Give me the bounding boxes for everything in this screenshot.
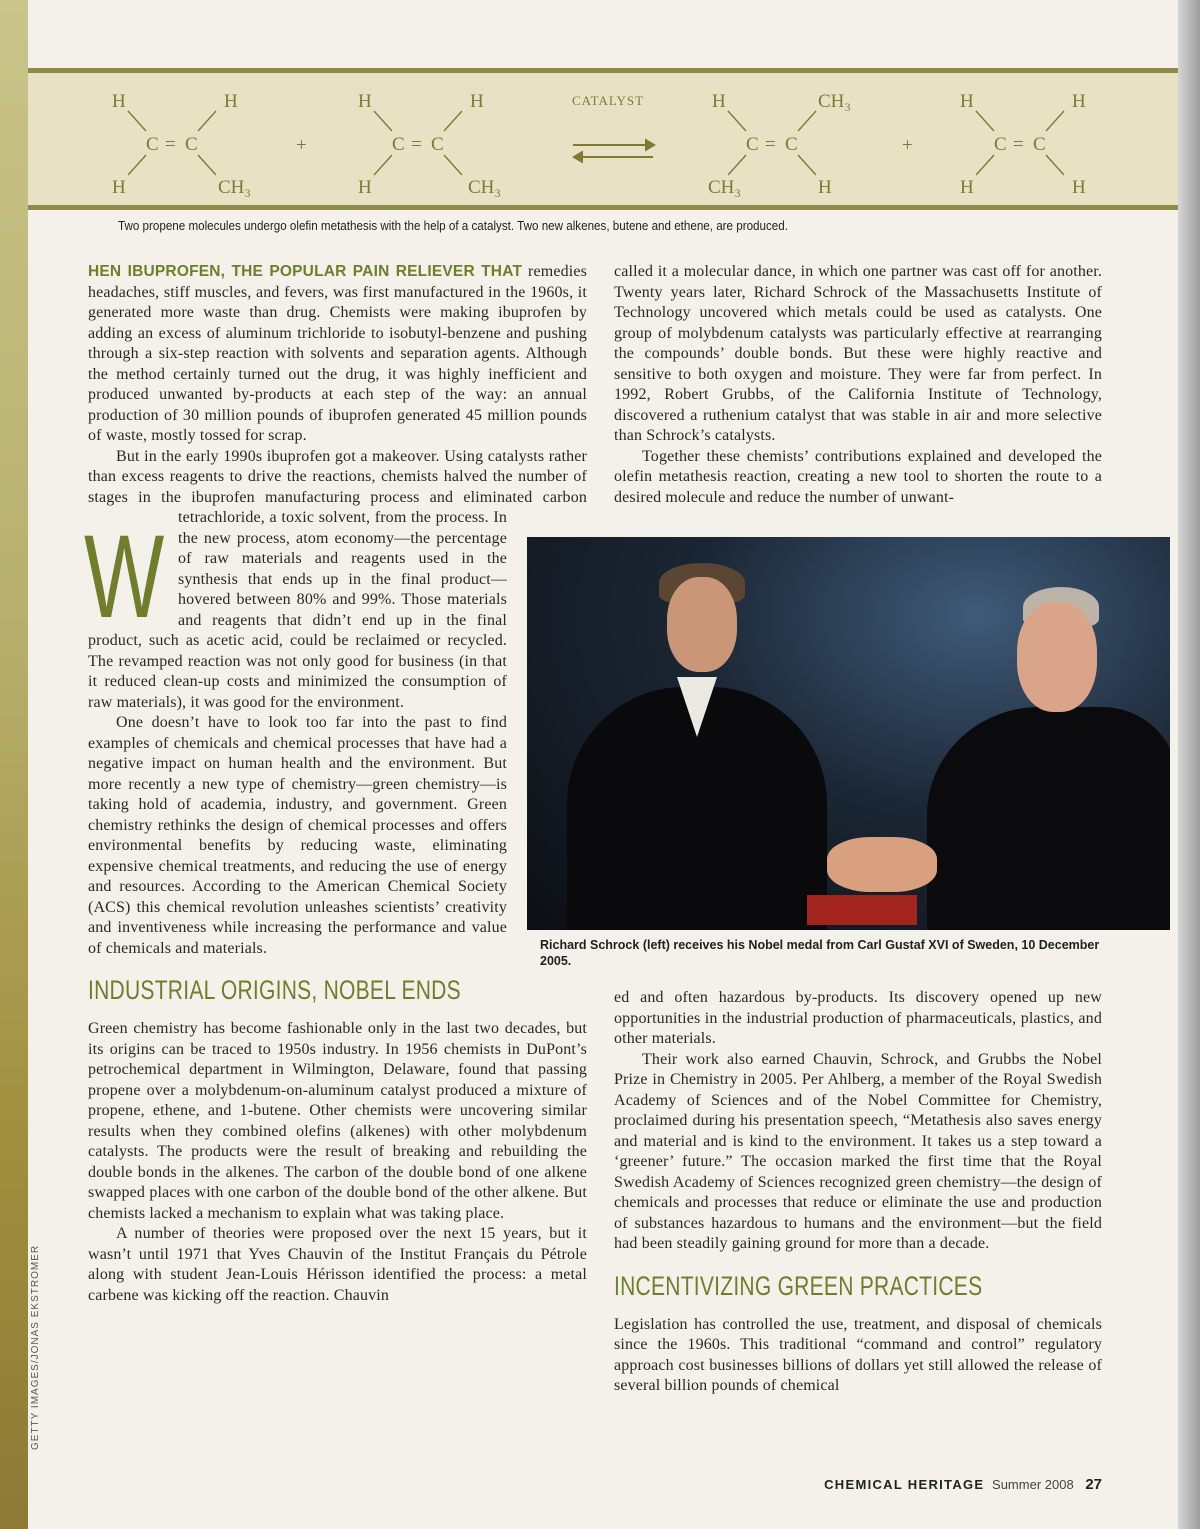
photo-credit: GETTY IMAGES/JONAS EKSTROMER <box>30 1244 41 1450</box>
propene-molecule-2 <box>358 91 501 198</box>
atom-label: C <box>392 134 405 155</box>
diagram-caption: Two propene molecules undergo olefin metathesis with the help of a catalyst. Two new alkenes, butene and ethene, are produced. <box>118 219 788 233</box>
atom-label: H <box>112 91 126 112</box>
plus-sign: + <box>902 135 913 156</box>
magazine-name: CHEMICAL HERITAGE <box>824 1477 985 1492</box>
atom-label: H <box>1072 177 1086 198</box>
paragraph: But in the early 1990s ibuprofen got a makeover. Using catalysts rather than excess reagents to drive the reactions, chemists halved the number of stages in the ibuprofen manufacturing process and eliminated carbon tetrachloride, a toxic solvent, from the process. In the new process, atom economy—the percentage of raw materials and reagents used in the synthesis that ends up in the final product—hovered between 80% and 99%. Those materials and reagents that didn’t end up in the final product, such as acetic acid, could be reclaimed or recycled. The revamped reaction was not only good for business (in that it reduced clean-up costs and minimized the consumption of raw materials), it was good for the environment. <box>88 447 587 711</box>
butene-molecule <box>708 91 851 198</box>
atom-label: CH₃ <box>218 177 252 198</box>
bond-label: = <box>165 134 176 155</box>
atom-label: H <box>224 91 238 112</box>
atom-label: C <box>185 134 198 155</box>
paragraph: ed and often hazardous by-products. Its discovery opened up new opportunities in the industrial production of pharmaceuticals, plastics, and other materials. <box>614 989 1102 1047</box>
nobel-ceremony-photo <box>527 537 1170 930</box>
atom-label: C <box>431 134 444 155</box>
atom-label: H <box>470 91 484 112</box>
paragraph-text: remedies headaches, stiff muscles, and fevers, was first manufactured in the 1960s, it generated more waste than drug. Chemists were making ibuprofen by adding an excess of aluminum trichloride to isobutyl-benzene and pushing through a six-step reaction with solvents and separation agents. Although the method certainly turned out the drug, it was highly inefficient and produced unwanted by-products at each step of the way: an annual production of 30 million pounds of ibuprofen generated 45 million pounds of waste, mostly tossed for scrap. <box>88 263 587 444</box>
atom-label: H <box>112 177 126 198</box>
issue-date: Summer 2008 <box>992 1477 1074 1492</box>
photo-caption: Richard Schrock (left) receives his Nobel medal from Carl Gustaf XVI of Sweden, 10 December 2005. <box>540 938 1100 968</box>
paragraph: Green chemistry has become fashionable only in the last two decades, but its origins can be traced to 1950s industry. In 1956 chemists in DuPont’s petrochemical department in Wilmington, Delaware, found that passing propene over a molybdenum-on-aluminum catalyst produced a mixture of propene, ethene, and 1-butene. Other chemists were uncovering similar results when they combined olefins (alkenes) with other molybdenum catalysts. The products were the result of breaking and rebuilding the double bonds in the alkenes. The carbon of the double bond of one alkene swapped places with one carbon of the double bond of the other alkene. But chemists lacked a mechanism to explain what was taking place. <box>88 1020 587 1222</box>
ethene-molecule <box>960 91 1086 198</box>
drop-cap: W <box>84 511 165 643</box>
atom-label: H <box>358 91 372 112</box>
metathesis-diagram <box>28 68 1178 210</box>
atom-label: C <box>1033 134 1046 155</box>
atom-label: H <box>712 91 726 112</box>
section-heading: INCENTIVIZING GREEN PRACTICES <box>614 1270 983 1301</box>
page-edge-left <box>0 0 28 1529</box>
atom-label: H <box>960 177 974 198</box>
plus-sign: + <box>296 135 307 156</box>
atom-label: CH₃ <box>468 177 502 198</box>
propene-molecule-1 <box>112 91 251 198</box>
atom-label: H <box>1072 91 1086 112</box>
page-number: 27 <box>1085 1476 1102 1493</box>
atom-label: C <box>994 134 1007 155</box>
page-edge-right <box>1178 0 1200 1529</box>
article-column-left <box>84 262 587 1306</box>
bond-label: = <box>765 134 776 155</box>
bond-label: = <box>411 134 422 155</box>
bond-label: = <box>1013 134 1024 155</box>
atom-label: C <box>746 134 759 155</box>
paragraph: Legislation has controlled the use, treatment, and disposal of chemicals since the 1960s. This traditional “command and control” regulatory approach cost businesses billions of dollars yet still allowed the release of several billion pounds of chemical <box>614 1315 1102 1394</box>
atom-label: C <box>146 134 159 155</box>
reaction-scheme <box>28 73 1178 205</box>
paragraph: A number of theories were proposed over the next 15 years, but it wasn’t until 1971 that Yves Chauvin of the Institut Français du Pétrole along with student Jean-Louis Hérisson identified the process: a metal carbene was kicking off the reaction. Chauvin <box>88 1225 587 1304</box>
atom-label: H <box>818 177 832 198</box>
atom-label: H <box>358 177 372 198</box>
lead-in: HEN IBUPROFEN, THE POPULAR PAIN RELIEVER THAT <box>88 263 523 280</box>
paragraph: called it a molecular dance, in which one partner was cast off for another. Twenty years later, Richard Schrock of the Massachusetts Institute of Technology uncovered which metals could be used as catalysts. One group of molybdenum catalysts was particularly effective at rearranging the compounds’ double bonds. But these were highly reactive and sensitive to both oxygen and moisture. They were far from perfect. In 1992, Robert Grubbs, of the California Institute of Technology, discovered a ruthenium catalyst that was stable in air and more selective than Schrock’s catalysts. <box>614 263 1102 444</box>
section-heading: INDUSTRIAL ORIGINS, NOBEL ENDS <box>88 975 461 1005</box>
paragraph: Together these chemists’ contributions explained and developed the olefin metathesis reaction, creating a new tool to shorten the route to a desired molecule and reduce the number of unwant- <box>614 447 1102 506</box>
paragraph: One doesn’t have to look too far into the past to find examples of chemicals and chemical processes that have had a negative impact on human health and the environment. But more recently a new type of chemistry—green chemistry—is taking hold of academia, industry, and government. Green chemistry rethinks the design of chemical processes and offers environmental benefits by reducing waste, eliminating expensive chemical treatments, and reducing the use of energy and resources. According to the American Chemical Society (ACS) this chemical revolution unleashes scientists’ creativity and inventiveness while increasing the performance and value of chemicals and materials. <box>88 714 507 957</box>
catalyst-label: CATALYST <box>572 93 645 108</box>
article-column-right-bottom <box>614 988 1102 1397</box>
atom-label: H <box>960 91 974 112</box>
paragraph: Their work also earned Chauvin, Schrock, and Grubbs the Nobel Prize in Chemistry in 2005. Per Ahlberg, a member of the Royal Swedish Academy of Sciences and of the Nobel Committee for Chemistry, proclaimed during his presentation speech, “Metathesis also saves energy and material and is kind to the environment. It takes us a step toward a ‘greener’ future.” The occasion marked the first time that the Royal Swedish Academy of Sciences recognized green chemistry—the design of chemicals and processes that reduce or eliminate the use and production of substances hazardous to humans and the environment—but the field had been steadily gaining ground for more than a decade. <box>614 1050 1102 1252</box>
atom-label: CH₃ <box>708 177 742 198</box>
article-column-right-top <box>614 262 1102 508</box>
page-footer <box>824 1476 1102 1493</box>
atom-label: C <box>785 134 798 155</box>
atom-label: CH₃ <box>818 91 852 112</box>
